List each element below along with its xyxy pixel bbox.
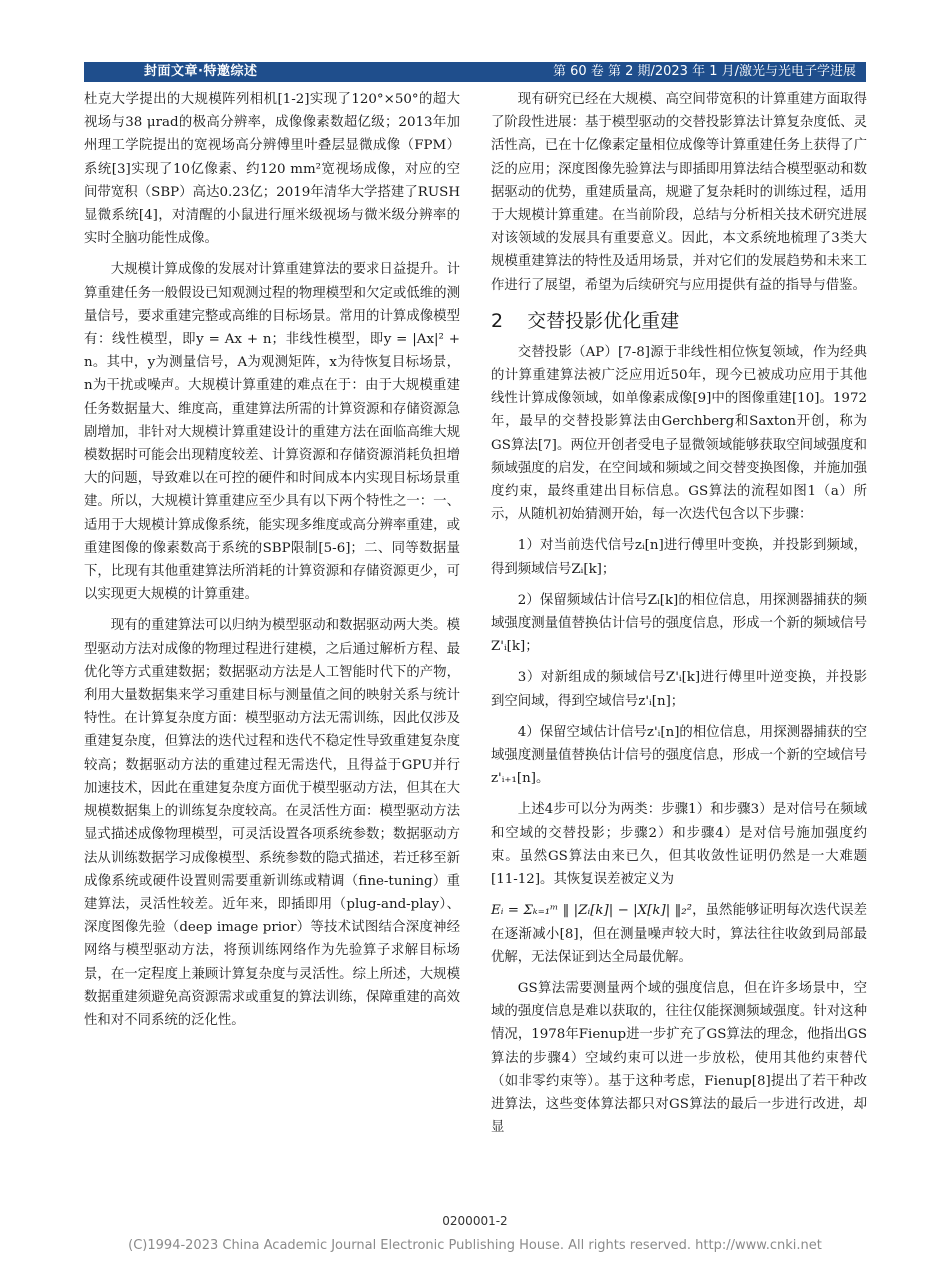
right-paragraph-3: 上述4步可以分为两类：步骤1）和步骤3）是对信号在频域和空域的交替投影；步骤2）和步骤4）是对信号施加强度约束。虽然GS算法由来已久，但其收敛性证明仍然是一大难题[11-12]。其恢复误差被定义为 <box>491 802 867 888</box>
left-paragraph-2: 大规模计算成像的发展对计算重建算法的要求日益提升。计算重建任务一般假设已知观测过程的物理模型和欠定或低维的测量信号，要求重建完整或高维的目标场景。常用的计算成像模型有：线性模型，即y = Ax + n；非线性模型，即y = |Ax|² + n。其中，y为测量信号，A为观测矩阵，x为待恢复目标场景，n为干扰或噪声。大规模计算重建的难点在于：由于大规模重建任务数据量大、维度高，重建算法所需的计算资源和存储资源急剧增加，非针对大规模计算重建设计的重建方法在面临高维大规模数据时可能会出现精度较差、计算资源和存储资源消耗负担增大的问题，导致难以在可控的硬件和时间成本内实现目标场景重建。所以，大规模计算重建应至少具有以下两个特性之一：一、适用于大规模计算成像系统，能实现多维度或高分辨率重建，或重建图像的像素数高于系统的SBP限制[5-6]；二、同等数据量下，比现有其他重建算法所消耗的计算资源和存储资源更少，可以实现更大规模的计算重建。 <box>84 262 460 603</box>
algorithm-step-3: 3）对新组成的频域信号Z'ᵢ[k]进行傅里叶逆变换，并投影到空间域，得到空域信号z'ᵢ[n]； <box>491 670 867 709</box>
header-journal-info: 第 60 卷 第 2 期/2023 年 1 月/激光与光电子学进展 <box>553 64 856 79</box>
page-number: 0200001-2 <box>442 1214 508 1228</box>
right-paragraph-2: 交替投影（AP）[7-8]源于非线性相位恢复领域，作为经典的计算重建算法被广泛应用近50年，现今已被成功应用于其他线性计算成像领域，如单像素成像[9]中的图像重建[10]。1972年，最早的交替投影算法由Gerchberg和Saxton开创，称为GS算法[7]。两位开创者受电子显微领域能够获取空间域强度和频域强度的启发，在空间域和频域之间交替变换图像，并施加强度约束，最终重建出目标信息。GS算法的流程如图1（a）所示，从随机初始猜测开始，每一次迭代包含以下步骤： <box>491 344 867 523</box>
right-paragraph-4: GS算法需要测量两个域的强度信息，但在许多场景中，空域的强度信息是难以获取的，往往仅能探测频域强度。针对这种情况，1978年Fienup进一步扩充了GS算法的理念，他指出GS算法的步骤4）空域约束可以进一步放松，使用其他约束替代（如非零约束等）。基于这种考虑，Fienup[8]提出了若干种改进算法，这些变体算法都只对GS算法的最后一步进行改进，却显 <box>491 980 867 1136</box>
section-heading <box>491 307 867 335</box>
right-column <box>491 88 867 1139</box>
algorithm-step-2: 2）保留频域估计信号Zᵢ[k]的相位信息，用探测器捕获的频域强度测量值替换估计信号的强度信息，形成一个新的频域信号Z'ᵢ[k]； <box>491 592 867 655</box>
algorithm-step-1: 1）对当前迭代信号zᵢ[n]进行傅里叶变换，并投影到频域，得到频域信号Zᵢ[k]； <box>491 538 867 577</box>
left-paragraph-3: 现有的重建算法可以归纳为模型驱动和数据驱动两大类。模型驱动方法对成像的物理过程进行建模，之后通过解析方程、最优化等方式重建数据；数据驱动方法是人工智能时代下的产物，利用大量数据集来学习重建目标与测量值之间的映射关系与统计特性。在计算复杂度方面：模型驱动方法无需训练，因此仅涉及重建复杂度，但算法的迭代过程和迭代不稳定性导致重建复杂度较高；数据驱动方法的重建过程无需迭代，且得益于GPU并行加速技术，因此在重建复杂度方面优于模型驱动方法，但其在大规模数据集上的训练复杂度较高。在灵活性方面：模型驱动方法显式描述成像物理模型，可灵活设置各项系统参数；数据驱动方法从训练数据学习成像模型、系统参数的隐式描述，若迁移至新成像系统或硬件设置则需要重新训练或精调（fine-tuning）重建算法，灵活性较差。近年来，即插即用（plug-and-play）、深度图像先验（deep image prior）等技术试图结合深度神经网络与模型驱动方法，将预训练网络作为先验算子求解目标场景，在一定程度上兼顾计算复杂度与灵活性。综上所述，大规模数据重建须避免高资源需求或重复的算法训练，保障重建的高效性和对不同系统的泛化性。 <box>84 618 460 1028</box>
copyright-notice: (C)1994-2023 China Academic Journal Electronic Publishing House. All rights reserved. http://www.cnki.net <box>128 1238 822 1253</box>
algorithm-step-4: 4）保留空域估计信号z'ᵢ[n]的相位信息，用探测器捕获的空域强度测量值替换估计信号的强度信息，形成一个新的空域信号z'ᵢ₊₁[n]。 <box>491 724 867 787</box>
error-definition <box>491 899 867 969</box>
header-section-label: 封面文章·特邀综述 <box>144 64 258 79</box>
error-definition-text: ，虽然能够证明每次迭代误差在逐渐减小[8]，但在测量噪声较大时，算法往往收敛到局部最优解，无法保证到达全局最优解。 <box>491 903 867 965</box>
right-paragraph-1: 现有研究已经在大规模、高空间带宽积的计算重建方面取得了阶段性进展：基于模型驱动的交替投影算法计算复杂度低、灵活性高，已在十亿像素定量相位成像等计算重建任务上获得了广泛的应用；深度图像先验算法与即插即用算法结合模型驱动和数据驱动的优势，重建质量高，规避了复杂耗时的训练过程，适用于大规模计算重建。在当前阶段，总结与分析相关技术研究进展对该领域的发展具有重要意义。因此，本文系统地梳理了3类大规模重建算法的特性及适用场景，并对它们的发展趋势和未来工作进行了展望，希望为后续研究与应用提供有益的指导与借鉴。 <box>491 92 867 293</box>
left-paragraph-1: 杜克大学提出的大规模阵列相机[1-2]实现了120°×50°的超大视场与38 μrad的极高分辨率，成像像素数超亿级；2013年加州理工学院提出的宽视场高分辨傅里叶叠层显微成像（FPM）系统[3]实现了10亿像素、约120 mm²宽视场成像，对应的空间带宽积（SBP）高达0.23亿；2019年清华大学搭建了RUSH显微系统[4]，对清醒的小鼠进行厘米级视场与微米级分辨率的实时全脑功能性成像。 <box>84 92 460 247</box>
journal-header-bar <box>84 62 866 82</box>
section-title: 交替投影优化重建 <box>527 309 680 332</box>
error-formula: Eᵢ = Σₖ₌₁ᵐ ‖ |Zᵢ[k]| − |X[k]| ‖₂² <box>491 903 693 919</box>
left-column <box>84 88 460 1032</box>
section-number: 2 <box>491 309 504 332</box>
